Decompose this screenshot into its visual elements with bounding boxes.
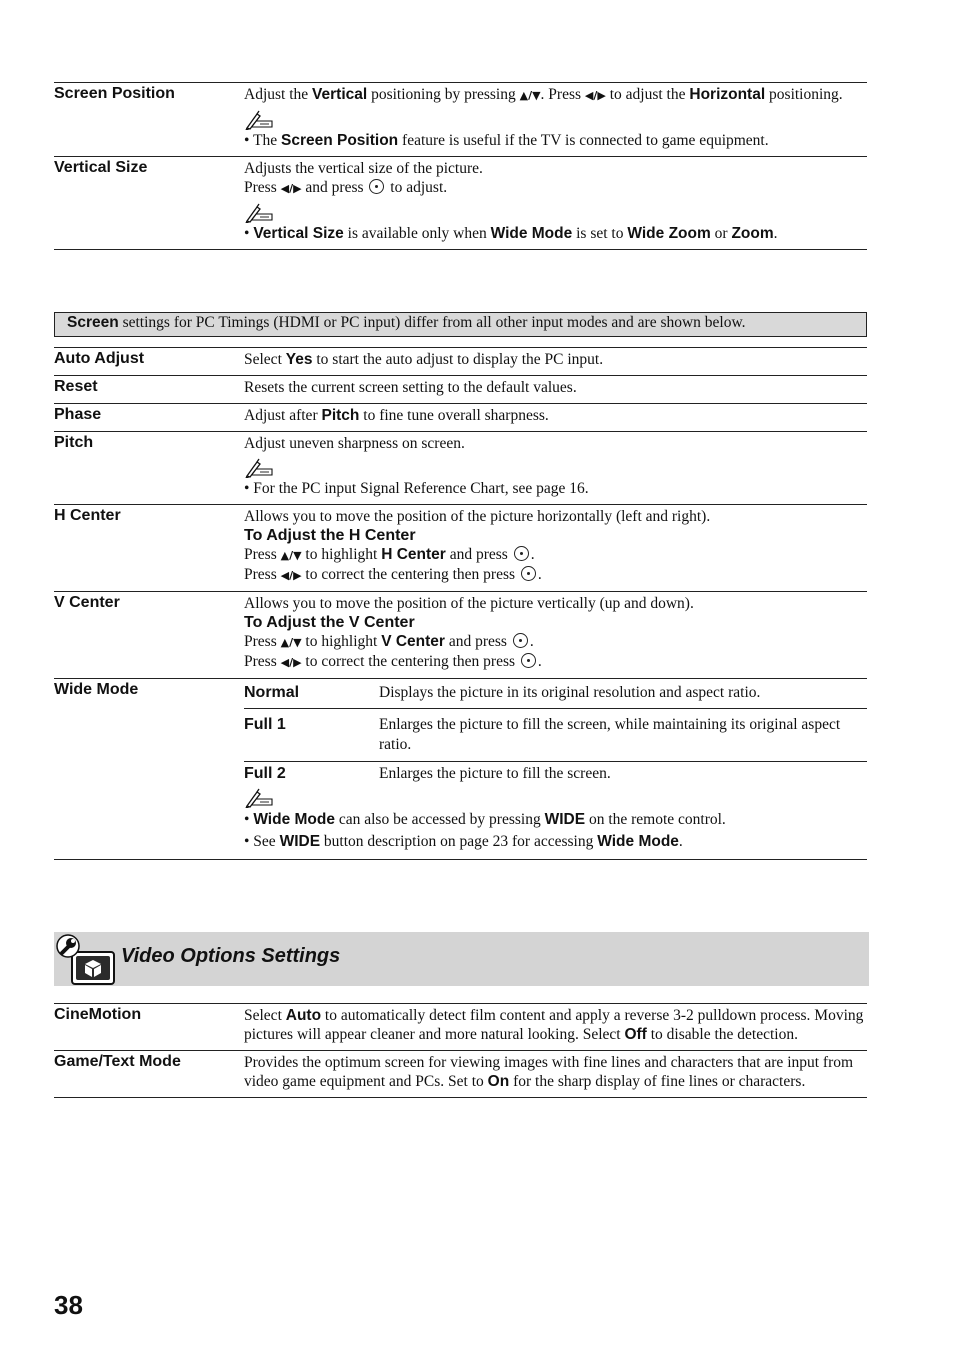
row-cinemotion <box>54 1004 867 1051</box>
pc-timing-banner: Screen settings for PC Timings (HDMI or PC input) differ from all other input modes and are shown below. <box>54 312 867 337</box>
note-screen-position: • The Screen Position feature is useful if the TV is connected to game equipment. <box>244 132 769 149</box>
up-down-arrows-icon: ▲/▼ <box>280 636 302 649</box>
heading-adjust-v-center: To Adjust the V Center <box>244 614 415 631</box>
note-icon <box>244 203 867 223</box>
desc-reset: Resets the current screen setting to the default values. <box>244 379 577 396</box>
page-number: 38 <box>54 1290 83 1320</box>
enter-button-icon <box>514 546 529 561</box>
desc-wide-mode <box>244 679 867 860</box>
desc-pitch: Adjust uneven sharpness on screen. • For the PC input Signal Reference Chart, see page 16. <box>244 432 867 505</box>
left-right-arrows-icon: ◀/▶ <box>280 182 302 195</box>
row-vertical-size <box>54 157 867 250</box>
video-options-table <box>54 1003 867 1098</box>
video-options-section-header <box>54 932 869 986</box>
wide-option-full-2: Full 2 Enlarges the picture to fill the screen. <box>244 765 611 782</box>
enter-button-icon <box>369 179 384 194</box>
row-game-text-mode <box>54 1051 867 1098</box>
row-screen-position <box>54 83 867 157</box>
label-pitch: Pitch <box>54 434 94 451</box>
enter-button-icon <box>521 566 536 581</box>
row-auto-adjust <box>54 348 867 376</box>
label-cinemotion: CineMotion <box>54 1006 142 1023</box>
row-v-center <box>54 592 867 679</box>
row-pitch <box>54 432 867 505</box>
enter-button-icon <box>521 653 536 668</box>
section-title: Video Options Settings <box>121 945 341 967</box>
heading-adjust-h-center: To Adjust the H Center <box>244 527 416 544</box>
label-vertical-size: Vertical Size <box>54 159 148 176</box>
screen-settings-table <box>54 82 867 250</box>
wide-option-normal: Normal Displays the picture in its original resolution and aspect ratio. <box>244 681 867 709</box>
pc-screen-settings-table <box>54 347 867 860</box>
desc-phase: Adjust after Pitch to fine tune overall sharpness. <box>244 407 549 424</box>
label-v-center: V Center <box>54 594 120 611</box>
desc-screen-position: Adjust the Vertical positioning by pressing ▲/▼. Press ◀/▶ to adjust the Horizontal positioning. • The Screen Position feature is useful if the TV is connected to game equipment. <box>244 83 867 157</box>
wide-option-full-1: Full 1 Enlarges the picture to fill the screen, while maintaining its original aspect ratio. <box>244 709 867 762</box>
note-wide-mode-1: • Wide Mode can also be accessed by pressing WIDE on the remote control. <box>244 811 726 828</box>
label-auto-adjust: Auto Adjust <box>54 350 145 367</box>
note-icon <box>244 458 867 478</box>
note-pitch: • For the PC input Signal Reference Chart, see page 16. <box>244 480 589 497</box>
desc-h-center: Allows you to move the position of the picture horizontally (left and right). To Adjust the H Center Press ▲/▼ to highlight H Center and press . Press ◀/▶ to correct the centering then press . <box>244 505 867 592</box>
enter-button-icon <box>513 633 528 648</box>
desc-game-text-mode: Provides the optimum screen for viewing images with fine lines and characters that are input from video game equipment and PCs. Set to On for the sharp display of fine lines or characters. <box>244 1054 854 1090</box>
label-h-center: H Center <box>54 507 121 524</box>
up-down-arrows-icon: ▲/▼ <box>280 549 302 562</box>
row-wide-mode <box>54 679 867 860</box>
desc-cinemotion: Select Auto to automatically detect film content and apply a reverse 3-2 pulldown process. Moving pictures will appear cleaner and more natural looking. Select Off to disable the detection. <box>244 1007 864 1043</box>
label-screen-position: Screen Position <box>54 85 175 102</box>
left-right-arrows-icon: ◀/▶ <box>584 89 606 102</box>
up-down-arrows-icon: ▲/▼ <box>519 89 541 102</box>
desc-auto-adjust: Select Yes to start the auto adjust to display the PC input. <box>244 351 604 368</box>
label-phase: Phase <box>54 406 102 423</box>
row-h-center <box>54 505 867 592</box>
row-reset <box>54 376 867 404</box>
desc-vertical-size: Adjusts the vertical size of the picture. Press ◀/▶ and press to adjust. • Vertical Size is available only when Wide Mode is set to Wide Zoom or Zoom. <box>244 157 867 250</box>
note-icon <box>244 110 867 130</box>
label-reset: Reset <box>54 378 98 395</box>
note-vertical-size: • Vertical Size is available only when Wide Mode is set to Wide Zoom or Zoom. <box>244 225 778 242</box>
video-options-icon <box>54 932 118 986</box>
label-game-text-mode: Game/Text Mode <box>54 1053 181 1070</box>
note-wide-mode-2: • See WIDE button description on page 23 for accessing Wide Mode. <box>244 833 683 850</box>
desc-v-center: Allows you to move the position of the picture vertically (up and down). To Adjust the V Center Press ▲/▼ to highlight V Center and press . Press ◀/▶ to correct the centering then press . <box>244 592 867 679</box>
row-phase <box>54 404 867 432</box>
left-right-arrows-icon: ◀/▶ <box>280 656 302 669</box>
wide-mode-options <box>244 681 867 783</box>
note-icon <box>244 788 867 808</box>
left-right-arrows-icon: ◀/▶ <box>280 569 302 582</box>
label-wide-mode: Wide Mode <box>54 681 139 698</box>
